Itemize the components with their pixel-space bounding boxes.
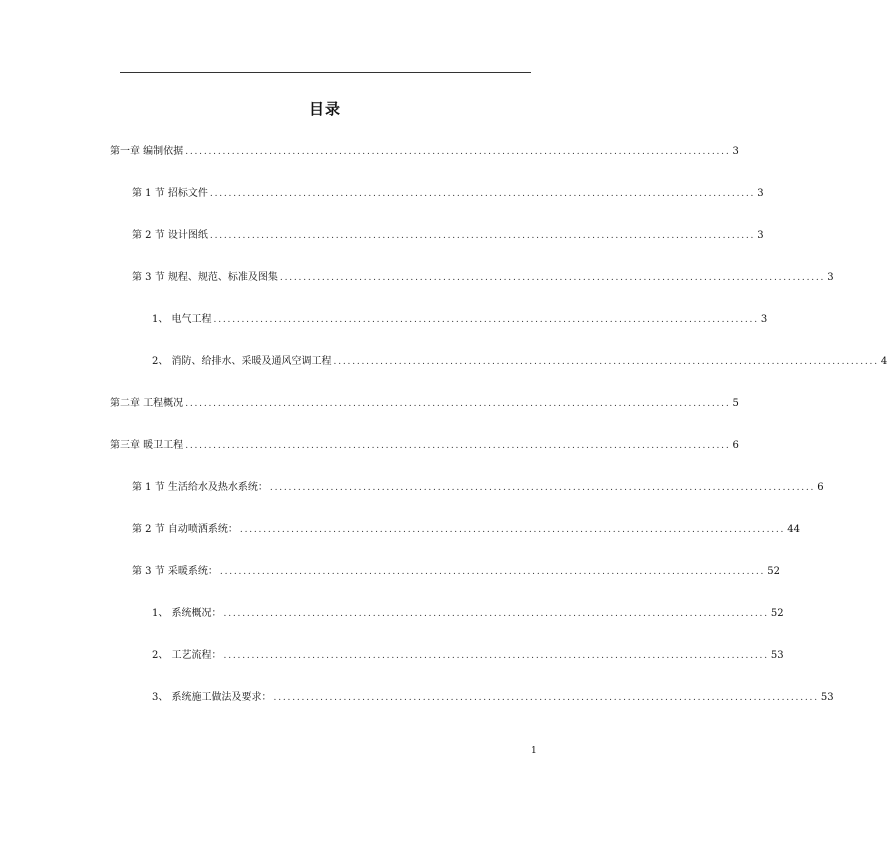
toc-entry-item[interactable]: [152, 607, 784, 621]
dot-leader: .....................................................................................................................: [223, 651, 769, 661]
toc-entry-page: 3: [760, 314, 768, 325]
toc-entry-section[interactable]: [132, 229, 764, 243]
dot-leader: .....................................................................................................................: [213, 315, 759, 325]
dot-leader: .....................................................................................................................: [279, 273, 826, 283]
toc-entry-item[interactable]: [152, 355, 887, 369]
toc-entry-label: 1、 电气工程: [152, 314, 212, 325]
toc-entry-page: 3: [732, 146, 739, 157]
dot-leader: .....................................................................................................................: [333, 357, 879, 367]
toc-entry-label: 2、 消防、给排水、采暖及通风空调工程: [152, 356, 332, 367]
toc-entry-section[interactable]: [132, 523, 800, 537]
toc-entry-page: 6: [732, 440, 739, 451]
toc-entry-label: 2、 工艺流程：: [152, 650, 222, 661]
dot-leader: .....................................................................................................................: [239, 525, 786, 535]
toc-entry-page: 52: [767, 566, 780, 577]
toc-entry-label: 第 2 节 设计图纸: [132, 230, 208, 241]
dot-leader: .....................................................................................................................: [185, 147, 731, 157]
toc-entry-item[interactable]: [152, 313, 768, 327]
toc-entry-section[interactable]: [132, 187, 764, 201]
toc-entry-page: 53: [770, 650, 784, 661]
toc-entry-label: 第 3 节 采暖系统：: [132, 566, 218, 577]
header-rule: [120, 72, 531, 73]
toc-entry-label: 第二章 工程概况: [110, 398, 184, 409]
toc-entry-section[interactable]: [132, 481, 824, 495]
toc-entry-page: 52: [770, 608, 784, 619]
toc-entry-item[interactable]: [152, 649, 784, 663]
toc-entry-page: 3: [757, 230, 764, 241]
toc-entry-label: 第一章 编制依据: [110, 146, 184, 157]
toc-entry-label: 第 2 节 自动喷洒系统：: [132, 524, 238, 535]
toc-entry-page: 44: [787, 524, 800, 535]
toc-entry-label: 3、 系统施工做法及要求：: [152, 692, 272, 703]
dot-leader: .....................................................................................................................: [223, 609, 769, 619]
toc-entry-label: 第 1 节 招标文件: [132, 188, 208, 199]
dot-leader: .....................................................................................................................: [185, 399, 731, 409]
toc-entry-page: 3: [757, 188, 764, 199]
toc-entry-page: 5: [732, 398, 739, 409]
toc-entry-page: 3: [827, 272, 834, 283]
toc-entry-section[interactable]: [132, 565, 780, 579]
toc-entry-chapter[interactable]: [110, 439, 739, 453]
toc-entry-section[interactable]: [132, 271, 834, 285]
toc-entry-chapter[interactable]: [110, 145, 739, 159]
dot-leader: .....................................................................................................................: [269, 483, 816, 493]
toc-entry-chapter[interactable]: [110, 397, 739, 411]
toc-title: 目录: [308, 100, 341, 118]
toc-entry-label: 第三章 暖卫工程: [110, 440, 184, 451]
toc-entry-page: 4: [880, 356, 887, 367]
dot-leader: .....................................................................................................................: [273, 693, 819, 703]
page-number: 1: [531, 746, 537, 756]
dot-leader: .....................................................................................................................: [185, 441, 731, 451]
toc-entry-item[interactable]: [152, 691, 834, 705]
toc-entry-page: 53: [820, 692, 834, 703]
dot-leader: .....................................................................................................................: [209, 189, 756, 199]
toc-entry-label: 第 1 节 生活给水及热水系统：: [132, 482, 268, 493]
toc-entry-label: 1、 系统概况：: [152, 608, 222, 619]
toc-entry-label: 第 3 节 规程、规范、标准及图集: [132, 272, 278, 283]
toc-entry-page: 6: [817, 482, 824, 493]
dot-leader: .....................................................................................................................: [219, 567, 766, 577]
dot-leader: .....................................................................................................................: [209, 231, 756, 241]
